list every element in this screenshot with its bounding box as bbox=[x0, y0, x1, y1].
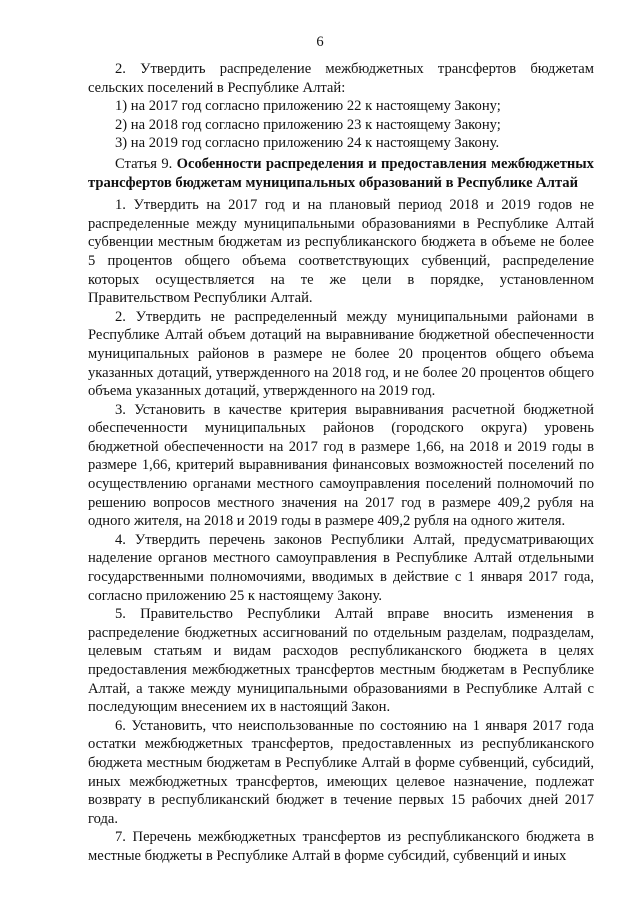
paragraph: 1. Утвердить на 2017 год и на плановый период 2018 и 2019 годов не распределенные между муниципальными образованиями в Республике Алтай субвенции местным бюджетам из республиканского бюджета в объеме не более 5 процентов общего объема соответствующих субвенций, распределение которых осуществляется на те же цели в порядке, установленном Правительством Республики Алтай. bbox=[88, 197, 594, 307]
list-item: 1) на 2017 год согласно приложению 22 к настоящему Закону; bbox=[115, 98, 501, 115]
paragraph-item-2-intro: 2. Утвердить распределение межбюджетных трансфертов бюджетам сельских поселений в Республике Алтай: bbox=[88, 61, 594, 96]
paragraph: 3. Установить в качестве критерия выравнивания расчетной бюджетной обеспеченности муниципальных районов (городского округа) уровень бюджетной обеспеченности на 2017 год в размере 1,66, на 2018 и 2019 годы в размере 1,66, критерий выравнивания финансовых возможностей поселений по осуществлению органами местного самоуправления поселений полномочий по решению вопросов местного значения на 2017 год в размере 409,2 рубля на одного жителя, на 2018 и 2019 годы в размере 409,2 рубля на одного жителя. bbox=[88, 401, 594, 530]
article-title: Особенности распределения и предоставления межбюджетных трансфертов бюджетам муниципальных образований в Республике Алтай bbox=[88, 155, 594, 191]
paragraph: 6. Установить, что неиспользованные по состоянию на 1 января 2017 года остатки межбюджетных трансфертов, предоставленных из республиканского бюджета местным бюджетам в Республике Алтай в форме субвенций, субсидий, иных межбюджетных трансфертов, имеющих целевое назначение, подлежат возврату в республиканский бюджет в течение первых 15 рабочих дней 2017 года. bbox=[88, 717, 594, 827]
list-item: 2) на 2018 год согласно приложению 23 к настоящему Закону; bbox=[115, 116, 501, 133]
list-item: 3) на 2019 год согласно приложению 24 к настоящему Закону. bbox=[115, 135, 500, 152]
document-body bbox=[88, 60, 594, 866]
paragraph: 2. Утвердить не распределенный между муниципальными районами в Республике Алтай объем дотаций на выравнивание бюджетной обеспеченности муниципальных районов в размере не более 20 процентов общего объема указанных дотаций, утвержденного на 2018 год, и не более 20 процентов общего объема указанных дотаций, утвержденного на 2019 год. bbox=[88, 308, 594, 400]
article-heading bbox=[88, 155, 594, 192]
page-number: 6 bbox=[316, 34, 324, 50]
paragraph: 4. Утвердить перечень законов Республики Алтай, предусматривающих наделение органов местного самоуправления в Республике Алтай отдельными государственными полномочиями, вводимых в действие с 1 января 2017 года, согласно приложению 25 к настоящему Закону. bbox=[88, 531, 594, 604]
article-label: Статья 9. bbox=[115, 155, 173, 172]
paragraph: 7. Перечень межбюджетных трансфертов из республиканского бюджета в местные бюджеты в Республике Алтай в форме субсидий, субвенций и иных bbox=[88, 829, 594, 864]
paragraph: 5. Правительство Республики Алтай вправе вносить изменения в распределение бюджетных ассигнований по отдельным разделам, подразделам, целевым статьям и видам расходов республиканского бюджета в целях предоставления межбюджетных трансфертов местным бюджетам в Республике Алтай, а также между муниципальными образованиями в Республике Алтай с последующим внесением их в настоящий Закон. bbox=[88, 606, 594, 716]
